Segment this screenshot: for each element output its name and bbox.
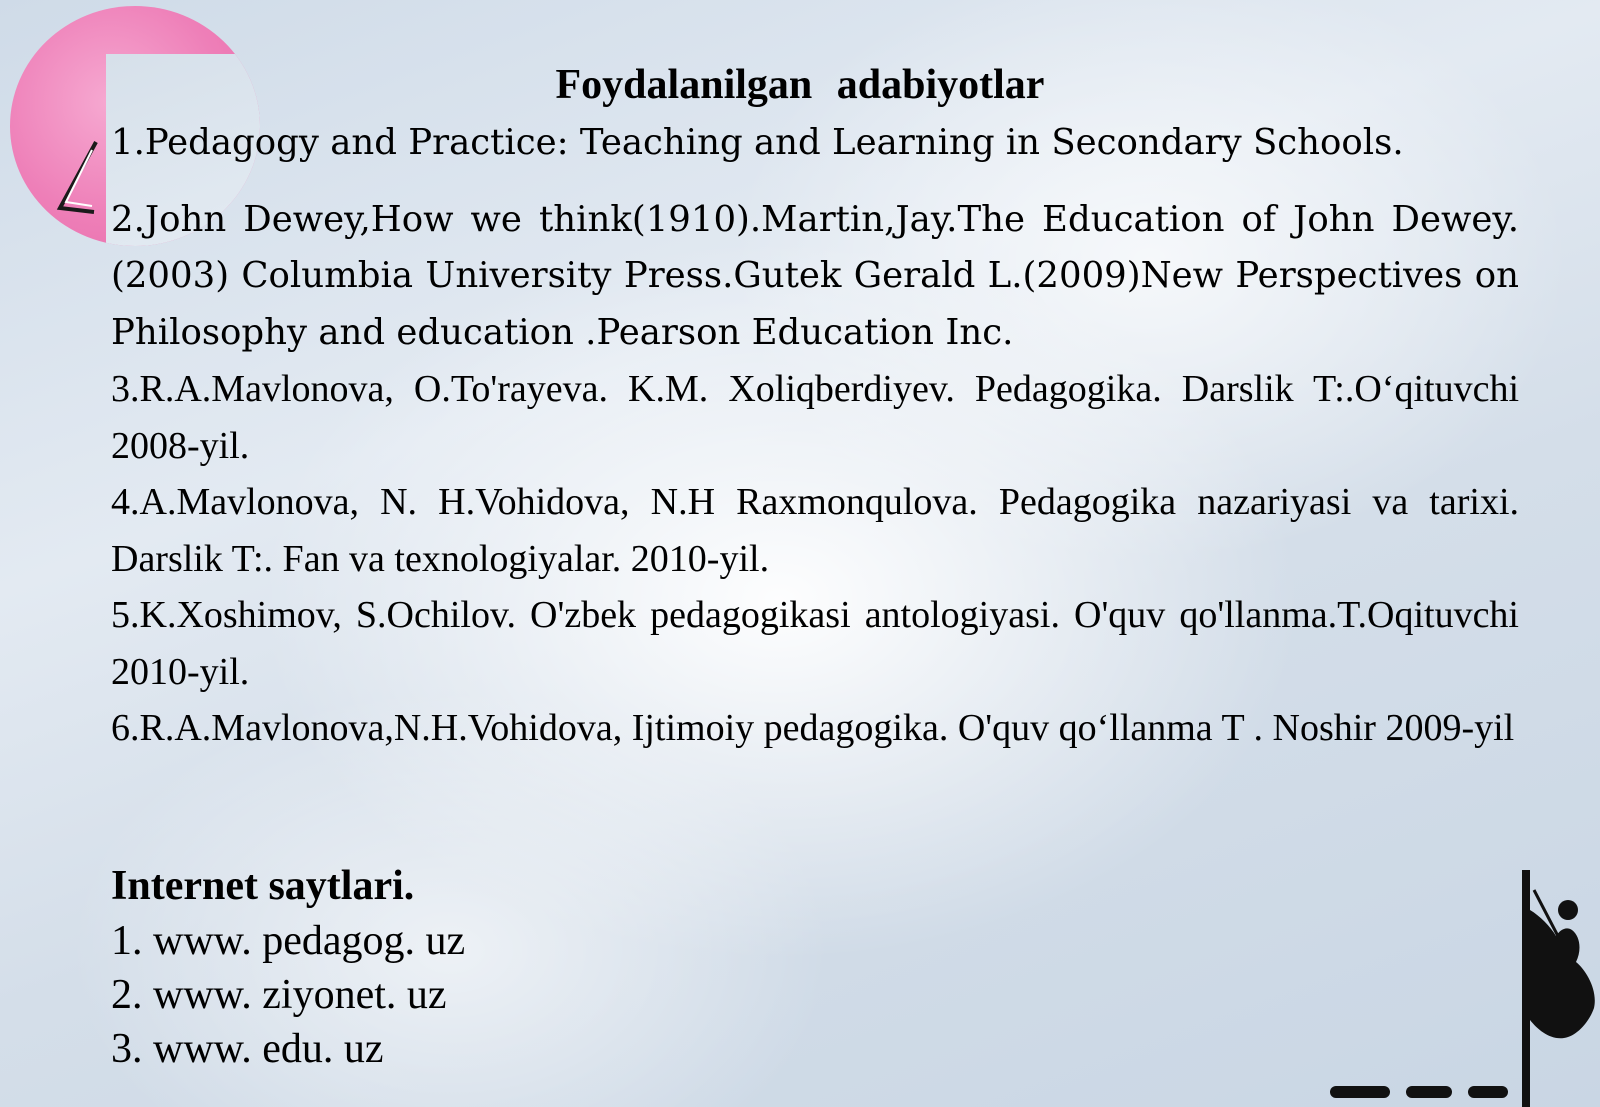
running-figure-icon xyxy=(1520,870,1600,1107)
reference-item-4: 4.A.Mavlonova, N. H.Vohidova, N.H Raxmonqulova. Pedagogika nazariyasi va tarixi. Darslik T:. Fan va texnologiyalar. 2010-yil. xyxy=(111,481,1519,580)
reference-item-3: 3.R.A.Mavlonova, O.To'rayeva. K.M. Xoliqberdiyev. Pedagogika. Darslik T:.O‘qituvchi 2008-yil. xyxy=(111,368,1519,467)
pencil-icon xyxy=(52,140,102,220)
reference-item-6: 6.R.A.Mavlonova,N.H.Vohidova, Ijtimoiy pedagogika. O'quv qo‘llanma T . Noshir 2009-yil xyxy=(111,707,1515,749)
references-list xyxy=(111,115,1519,757)
internet-sites-section xyxy=(111,858,911,1076)
reference-item-5: 5.K.Xoshimov, S.Ochilov. O'zbek pedagogikasi antologiyasi. O'quv qo'llanma.T.Oqituvchi 2010-yil. xyxy=(111,594,1519,693)
site-link-1[interactable]: 1. www. pedagog. uz xyxy=(111,918,466,964)
bottom-decoration xyxy=(1330,1082,1520,1102)
site-link-2[interactable]: 2. www. ziyonet. uz xyxy=(111,972,447,1018)
page-title: Foydalanilgan adabiyotlar xyxy=(555,62,1045,108)
internet-sites-heading: Internet saytlari. xyxy=(111,863,415,909)
reference-item-2: 2.John Dewey,How we think(1910).Martin,Jay.The Education of John Dewey.(2003) Columbia University Press.Gutek Gerald L.(2009)New Perspectives on Philosophy and education .Pearson Education Inc. xyxy=(111,198,1519,353)
reference-item-1: 1.Pedagogy and Practice: Teaching and Learning in Secondary Schools. xyxy=(111,122,1404,163)
site-link-3[interactable]: 3. www. edu. uz xyxy=(111,1026,384,1072)
